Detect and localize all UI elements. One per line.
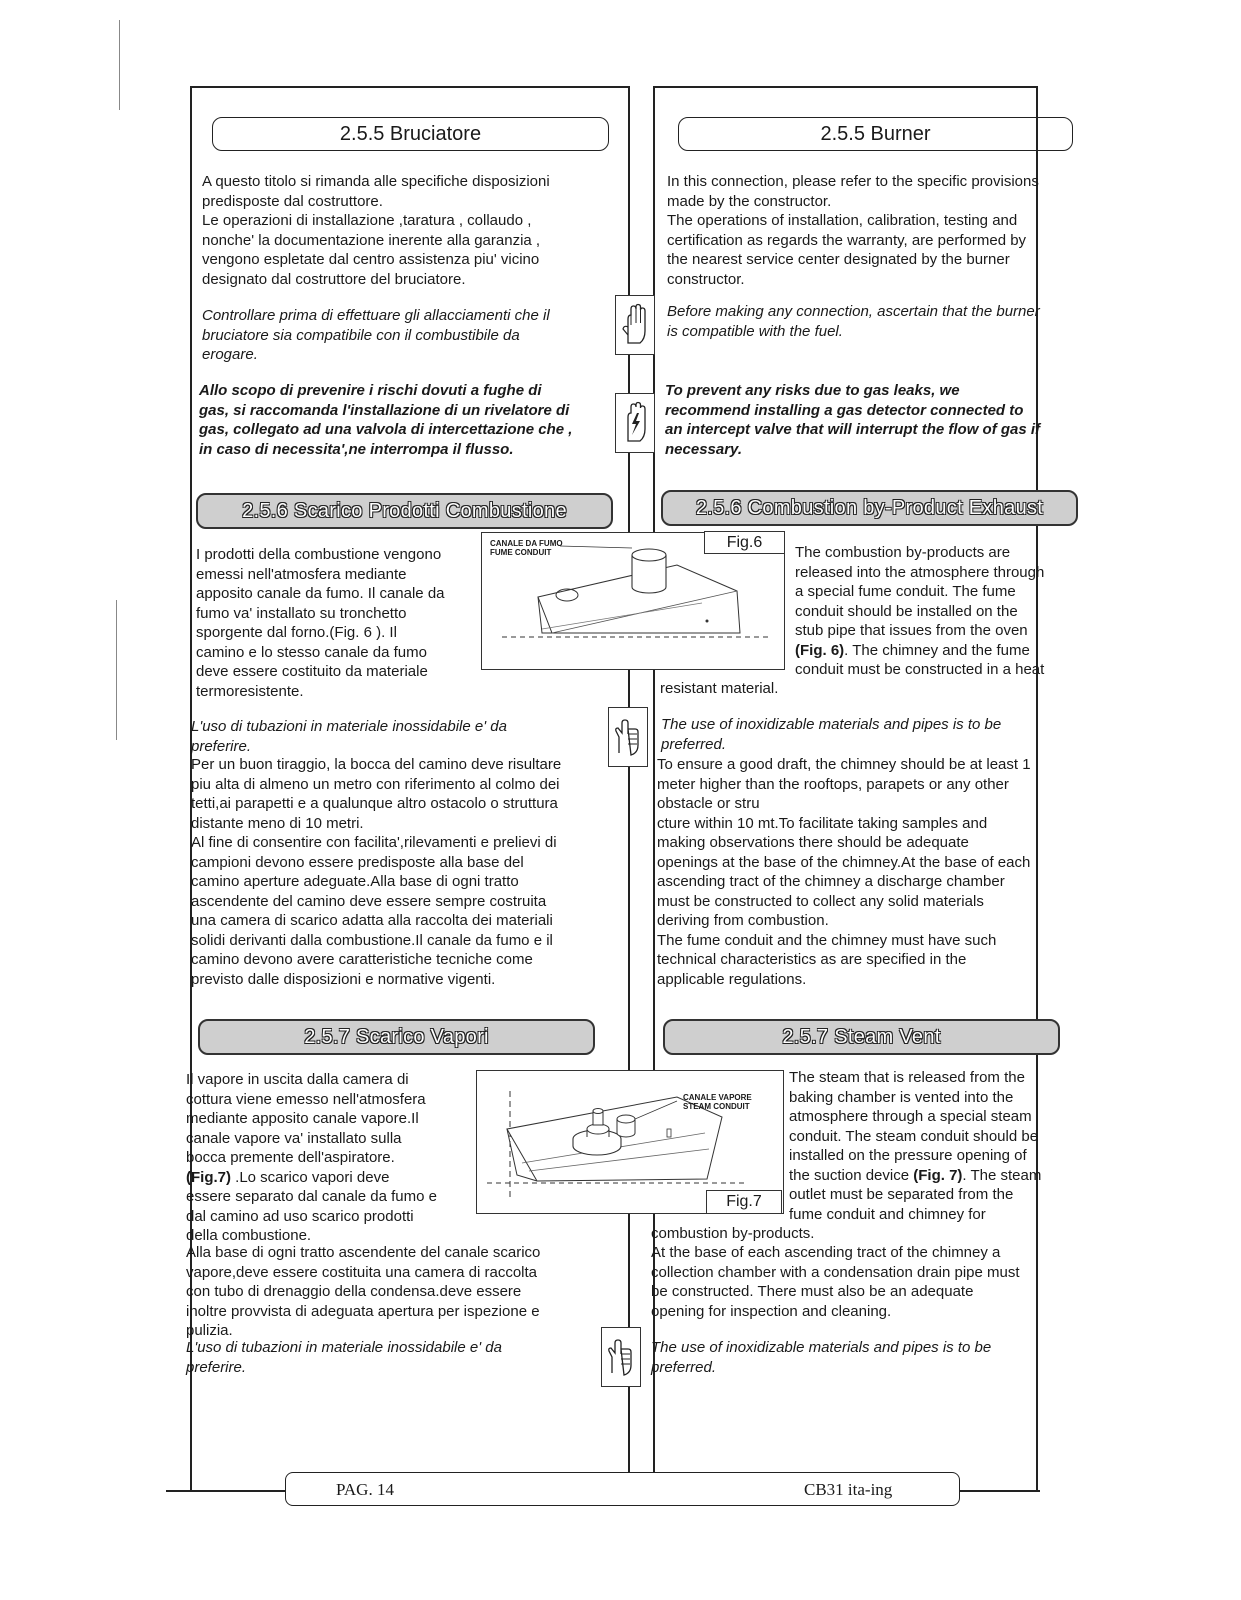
page-number: PAG. 14 bbox=[336, 1480, 394, 1499]
document-code: CB31 ita-ing bbox=[804, 1480, 893, 1499]
paragraph-exhaust-inox: The use of inoxidizable materials and pipes is to be preferred. bbox=[661, 716, 1002, 753]
hand-warning-icon bbox=[615, 295, 655, 355]
left-margin-mark bbox=[116, 600, 117, 740]
paragraph-steam-vent-chamber: At the base of each ascending tract of the chimney a collection chamber with a condensation drain pipe must be constructed. There must also be an adequate opening for inspection and cleaning. bbox=[651, 1244, 1020, 1320]
section-title-text: 2.5.5 Burner bbox=[820, 122, 931, 145]
paragraph-scarico-camino: Per un buon tiraggio, la bocca del camino deve risultare piu alta di almeno un metro con riferimento al colmo dei tetti,ai parapetti e a qualunque altro ostacolo o struttura distante meno di 10 metri. Al fine di consentire con facilita',rilevamenti e prelievi di campioni devono essere predisposte alla base del camino aperture adeguate.Alla base di ogni tratto ascendente del camino deve essere sempre costruita una camera di scarico adatta alla raccolta dei materiali solidi derivanti dalla combustione.Il canale da fumo e il camino devono avere caratteristiche tecniche come previsto dalle disposizioni e normative vigenti. bbox=[191, 756, 562, 988]
top-border-right bbox=[653, 86, 1038, 88]
paragraph-scarico-vapori-intro: Il vapore in uscita dalla camera di cottura viene emesso nell'atmosfera mediante apposito canale vapore.Il canale vapore va' installato sulla bocca premente dell'aspiratore. (Fig.7) .Lo scarico vapori deve essere separato dal canale da fumo e dal camino ad uso scarico prodotti della combustione. bbox=[186, 1071, 437, 1244]
section-title-text: 2.5.5 Bruciatore bbox=[339, 122, 482, 145]
section-title-burner bbox=[678, 117, 1073, 151]
paragraph-steam-inox: The use of inoxidizable materials and pipes is to be preferred. bbox=[651, 1339, 992, 1376]
paragraph-bruciatore-gas-warning: Allo scopo di prevenire i rischi dovuti a fughe di gas, si raccomanda l'installazione di un rivelatore di gas, collegato ad una valvola di intercettazione che , in caso di necessita',ne interrompa il flusso. bbox=[199, 382, 573, 458]
paragraph-burner-intro: In this connection, please refer to the specific provisions made by the constructor. The operations of installation, calibration, testing and certification as regards the warranty, are performed by the nearest service center designated by the burner constructor. bbox=[667, 173, 1039, 288]
section-title-scarico-vapori bbox=[198, 1019, 595, 1055]
section-title-text: 2.5.6 Combustion by-Product Exhaust bbox=[695, 496, 1044, 519]
paragraph-bruciatore-intro: A questo titolo si rimanda alle specifiche disposizioni predisposte dal costruttore. Le operazioni di installazione ,taratura , collaudo , nonche' la documentazione inerente alla garanzia , vengono espletate dal centro assistenza piu' vicino designato dal costruttore del bruciatore. bbox=[202, 173, 550, 288]
pointing-hand-icon bbox=[601, 1327, 641, 1387]
section-title-text: 2.5.7 Steam Vent bbox=[782, 1025, 941, 1048]
top-border-left bbox=[190, 86, 628, 88]
paragraph-combustion-exhaust-intro: The combustion by-products are released into the atmosphere through a special fume conduit. The fume conduit should be installed on the stub pipe that issues from the oven (Fig. 6). The chimney and the fume conduit must be constructed in a heat bbox=[795, 544, 1045, 678]
fig6-callout: CANALE DA FUMO FUME CONDUIT bbox=[490, 539, 563, 557]
section-title-steam-vent bbox=[663, 1019, 1060, 1055]
paragraph-bruciatore-compatibility: Controllare prima di effettuare gli allacciamenti che il bruciatore sia compatibile con il combustibile da erogare. bbox=[202, 307, 550, 363]
fig6-label: Fig.6 bbox=[704, 531, 785, 554]
electric-hazard-icon bbox=[615, 393, 655, 453]
paragraph-scarico-vapori-camera: Alla base di ogni tratto ascendente del canale scarico vapore,deve essere costituita una camera di raccolta con tubo di drenaggio della condensa.deve essere inoltre provvista di adeguata apertura per ispezione e pulizia. bbox=[186, 1244, 541, 1339]
paragraph-burner-gas-warning: To prevent any risks due to gas leaks, we recommend installing a gas detector connected to an intercept valve that will interrupt the flow of gas if necessary. bbox=[665, 382, 1041, 458]
paragraph-scarico-prodotti-intro: I prodotti della combustione vengono emessi nell'atmosfera mediante apposito canale da fumo. Il canale da fumo va' installato su tronchetto sporgente dal forno.(Fig. 6 ). Il camino e lo stesso canale da fumo deve essere costituito da materiale termoresistente. bbox=[196, 546, 445, 700]
footer-bar bbox=[285, 1472, 960, 1506]
section-title-text: 2.5.6 Scarico Prodotti Combustione bbox=[242, 499, 567, 522]
section-title-scarico-prodotti bbox=[196, 493, 613, 529]
paragraph-burner-compatibility: Before making any connection, ascertain that the burner is compatible with the fuel. bbox=[667, 303, 1040, 340]
fig7-callout: CANALE VAPORE STEAM CONDUIT bbox=[683, 1093, 752, 1111]
paragraph-vapori-inox: L'uso di tubazioni in materiale inossidabile e' da preferire. bbox=[186, 1339, 502, 1376]
fig7-label: Fig.7 bbox=[706, 1190, 782, 1214]
paragraph-exhaust-chimney: To ensure a good draft, the chimney should be at least 1 meter higher than the rooftops, parapets or any other obstacle or stru cture within 10 mt.To facilitate taking samples and making observations there should be adequate openings at the base of the chimney.At the base of each ascending tract of the chimney a discharge chamber must be constructed to collect any solid materials deriving from combustion. The fume conduit and the chimney must have such technical characteristics as are specified in the applicable regulations. bbox=[657, 756, 1031, 988]
paragraph-steam-vent-intro: The steam that is released from the baking chamber is vented into the atmosphere through a special steam conduit. The steam conduit should be installed on the pressure opening of the suction device (Fig. 7). The steam outlet must be separated from the fume conduit and chimney for bbox=[789, 1069, 1042, 1223]
paragraph-scarico-inox: L'uso di tubazioni in materiale inossidabile e' da preferire. bbox=[191, 718, 507, 755]
paragraph-combustion-exhaust-end: resistant material. bbox=[660, 680, 779, 697]
left-margin-mark bbox=[119, 20, 120, 110]
paragraph-steam-vent-end: combustion by-products. bbox=[651, 1225, 815, 1242]
section-title-combustion-exhaust bbox=[661, 490, 1078, 526]
section-title-bruciatore bbox=[212, 117, 609, 151]
section-title-text: 2.5.7 Scarico Vapori bbox=[304, 1025, 489, 1048]
